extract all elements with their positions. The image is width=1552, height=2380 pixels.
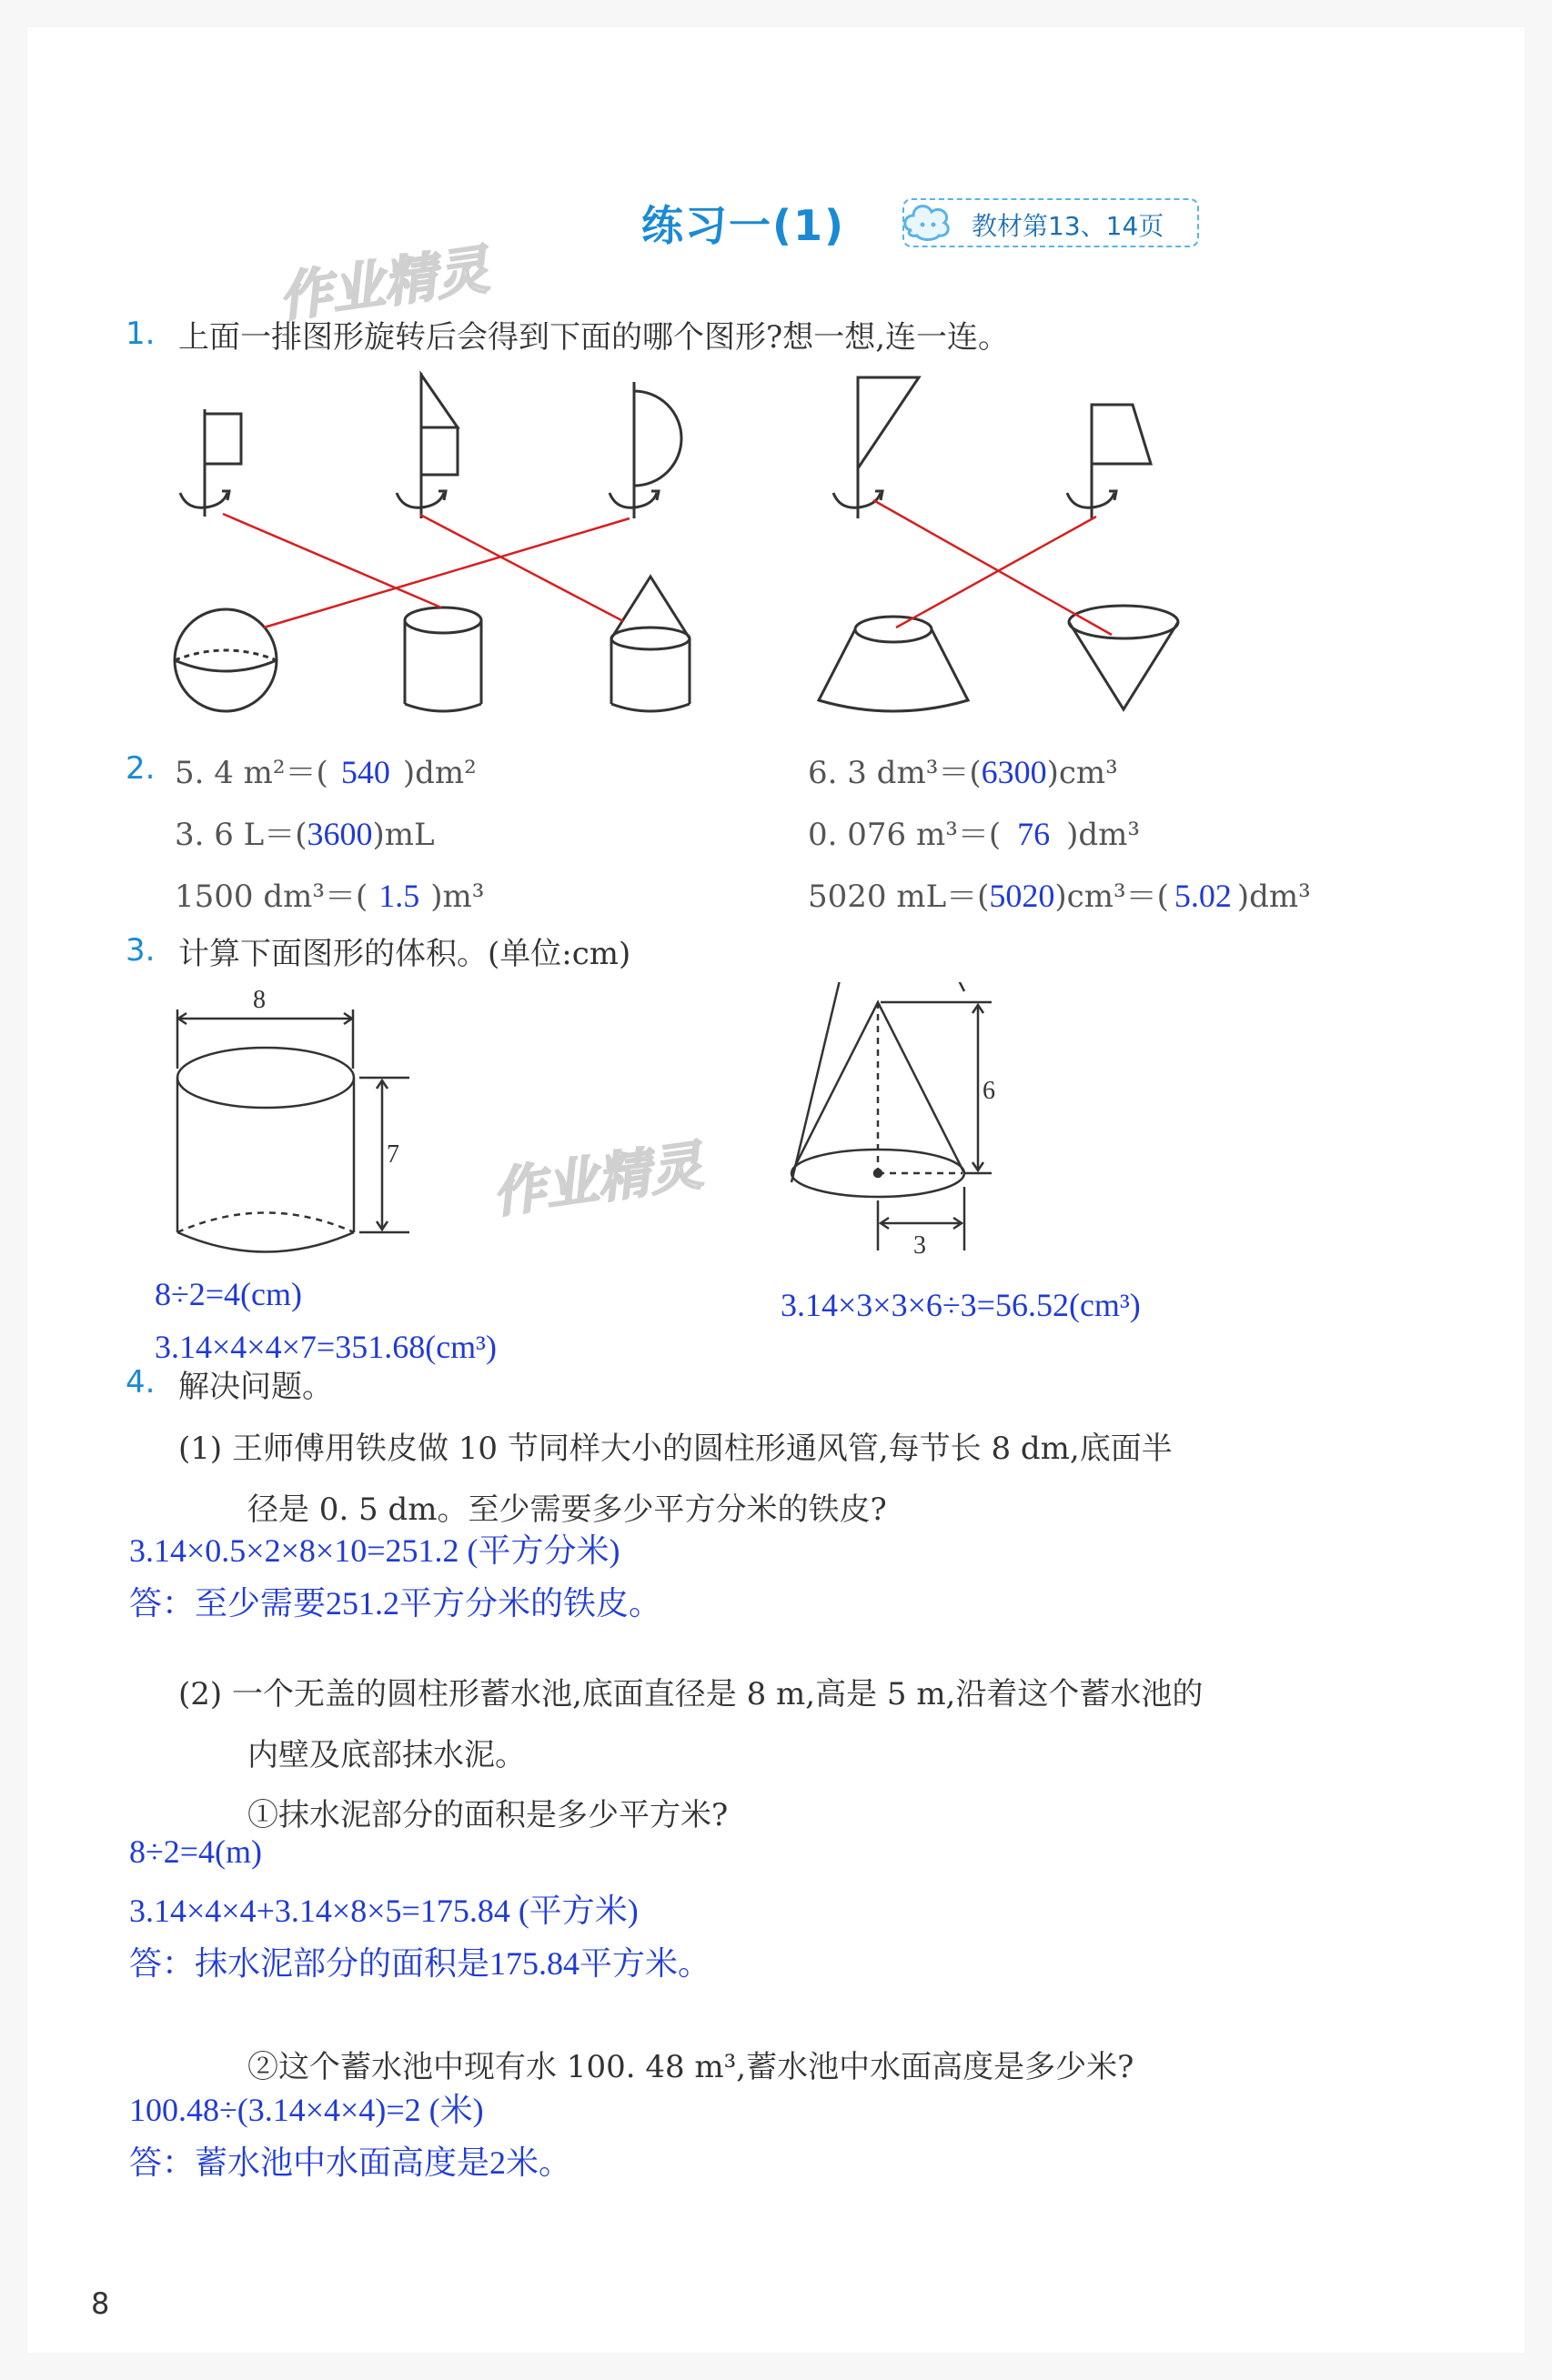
cylinder-figure bbox=[405, 608, 481, 711]
rotating-semicircle-figure bbox=[610, 382, 681, 518]
answer-value: 6300 bbox=[981, 754, 1047, 790]
conversion-row: 5. 4 m²＝( 540 )dm² bbox=[175, 754, 477, 791]
question-text: 解决问题。 bbox=[178, 1369, 333, 1405]
match-line bbox=[873, 500, 1112, 635]
answer-line: 答：蓄水池中水面高度是2米。 bbox=[129, 2144, 572, 2181]
answer-line: 100.48÷(3.14×4×4)=2 (米) bbox=[129, 2092, 484, 2128]
inverted-cone-figure bbox=[1069, 606, 1178, 709]
answer-line: 3.14×0.5×2×8×10=251.2 (平方分米) bbox=[129, 1532, 620, 1569]
match-line bbox=[223, 514, 441, 608]
problem-text: 径是 0. 5 dm。至少需要多少平方分米的铁皮? bbox=[247, 1491, 887, 1528]
cylinder-diameter-label: 8 bbox=[253, 986, 266, 1014]
answer-line: 3.14×3×3×6÷3=56.52(cm³) bbox=[781, 1287, 1141, 1323]
problem-text: (2) 一个无盖的圆柱形蓄水池,底面直径是 8 m,高是 5 m,沿着这个蓄水池的 bbox=[178, 1676, 1204, 1712]
cone-height-label: 6 bbox=[983, 1077, 995, 1105]
match-line bbox=[420, 515, 623, 621]
conversion-row: 6. 3 dm³＝(6300)cm³ bbox=[808, 754, 1118, 791]
question-number: 1. bbox=[126, 316, 156, 352]
conversion-row: 0. 076 m³＝( 76 )dm³ bbox=[808, 816, 1140, 853]
rotating-trapezoid-figure bbox=[1067, 405, 1151, 518]
match-line bbox=[264, 518, 630, 628]
question-number: 4. bbox=[126, 1364, 156, 1401]
watermark: 作业精灵 bbox=[489, 1134, 707, 1225]
rotating-rectangle-figure bbox=[180, 409, 241, 517]
rotation-figures bbox=[0, 355, 1274, 737]
frustum-figure bbox=[819, 617, 968, 711]
problem-text: (1) 王师傅用铁皮做 10 节同样大小的圆柱形通风管,每节长 8 dm,底面半 bbox=[178, 1431, 1173, 1467]
answer-line: 答：抹水泥部分的面积是175.84平方米。 bbox=[129, 1945, 711, 1982]
cone-diagram bbox=[791, 982, 992, 1250]
sub-question-text: ①抹水泥部分的面积是多少平方米? bbox=[247, 1797, 729, 1833]
rotating-triangle-figure bbox=[833, 377, 919, 518]
answer-line: 3.14×4×4×7=351.68(cm³) bbox=[155, 1329, 497, 1365]
match-lines bbox=[223, 500, 1112, 635]
answer-value: 540 bbox=[340, 754, 390, 790]
sphere-figure bbox=[175, 609, 277, 711]
answer-value: 3600 bbox=[307, 816, 373, 852]
conversion-row: 3. 6 L＝(3600)mL bbox=[175, 816, 435, 853]
cylinder-height-label: 7 bbox=[387, 1140, 399, 1169]
cone-radius-label: 3 bbox=[913, 1231, 926, 1260]
answer-line: 8÷2=4(cm) bbox=[155, 1276, 303, 1312]
textbook-ref: 教材第13、14页 bbox=[972, 211, 1164, 241]
answer-line: 8÷2=4(m) bbox=[129, 1833, 263, 1870]
volume-figures bbox=[0, 982, 1092, 1273]
page-number: 8 bbox=[91, 2286, 110, 2321]
rotating-composite-figure bbox=[397, 373, 458, 518]
problem-text: 内壁及底部抹水泥。 bbox=[247, 1737, 526, 1773]
answer-value: 76 bbox=[1017, 816, 1051, 852]
sub-question-text: ②这个蓄水池中现有水 100. 48 m³,蓄水池中水面高度是多少米? bbox=[247, 2049, 1134, 2085]
match-line bbox=[896, 517, 1096, 628]
cloud-icon bbox=[901, 196, 955, 246]
question-text: 上面一排图形旋转后会得到下面的哪个图形?想一想,连一连。 bbox=[178, 319, 1010, 356]
cylinder-diagram bbox=[177, 1009, 409, 1252]
conversion-row: 5020 mL＝(5020)cm³＝( 5.02 )dm³ bbox=[808, 878, 1311, 915]
answer-value: 5020 bbox=[989, 878, 1055, 914]
answer-line: 3.14×4×4+3.14×8×5=175.84 (平方米) bbox=[129, 1893, 639, 1929]
answer-value: 1.5 bbox=[378, 878, 420, 914]
question-text: 计算下面图形的体积。(单位:cm) bbox=[178, 936, 631, 972]
answer-value: 5.02 bbox=[1174, 878, 1232, 914]
answer-line: 答：至少需要251.2平方分米的铁皮。 bbox=[129, 1585, 662, 1622]
cone-cylinder-figure bbox=[611, 577, 690, 711]
question-number: 2. bbox=[126, 750, 156, 787]
watermark: 作业精灵 bbox=[275, 238, 493, 329]
conversion-row: 1500 dm³＝( 1.5 )m³ bbox=[175, 878, 485, 915]
page-title: 练习一(1) bbox=[641, 201, 846, 250]
question-number: 3. bbox=[126, 932, 156, 969]
